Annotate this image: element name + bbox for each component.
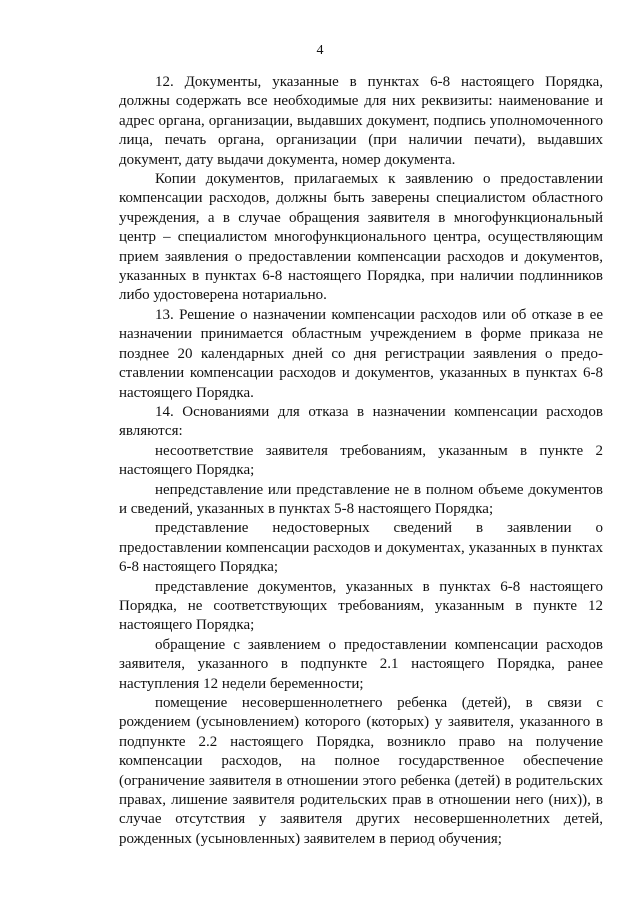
page-number: 4 <box>316 43 324 58</box>
document-body <box>119 73 603 849</box>
refusal-ground-item: несоответствие заявителя требованиям, указанным в пункте 2 настоящего Порядка; <box>119 442 603 479</box>
paragraph-copies-certification: Копии документов, прилагаемых к заявлению о предоставлении компенсации расходов, должны быть заверены специалистом областного учреждения, а в случае обращения заявителя в многофункциональный центр – специалистом многофункционального центра, осуществляющим прием заявления о предоставлении компенсации расходов и документов, указанных в пунктах 6-8 настоящего Порядка, при наличии подлинников либо удостоверена нотариально. <box>119 171 603 304</box>
refusal-ground-item: помещение несовершеннолетнего ребенка (детей), в связи с рождением (усыновлением) которого (которых) у заявителя, указанного в подпункте 2.2 настоящего Порядка, возникло право на получение компенсации расходов, на полное государственное обеспечение (ограничение заявителя в отношении этого ребенка (детей) в родительских правах, лишение заявителя родительских прав в отношении него (них)), в случае отсутствия у заявителя других несовершеннолетних детей, рожденных (усыновленных) заявителем в период обучения; <box>119 695 603 847</box>
refusal-ground-item: непредставление или представление не в полном объеме документов и сведений, указанных в пунктах 5-8 настоящего Порядка; <box>119 481 603 517</box>
paragraph-12-requisites: 12. Документы, указанные в пунктах 6-8 настоящего Порядка, должны содержать все необходимые для них реквизиты: наименование и адрес органа, организации, выдавших документ, подпись уполномоченного лица, печать органа, организации (при наличии печати), выдавших документ, дату выдачи документа, номер документа. <box>119 74 603 168</box>
refusal-ground-item: представление документов, указанных в пунктах 6-8 настоящего Порядка, не соответствующих требованиям, указанным в пункте 12 настоящего Порядка; <box>119 578 603 634</box>
refusal-ground-item: представление недостоверных сведений в заявлении о предоставлении компенсации расходов и документах, указанных в пунктах 6-8 настоящего Порядка; <box>119 520 603 576</box>
paragraph-13-decision: 13. Решение о назначении компенсации расходов или об отказе в ее назначении принимается областным учреждением в форме приказа не позднее 20 календарных дней со дня регистрации заявления о предоставлении компенсации расходов и документов, указанных в пунктах 6-8 настоящего Порядка. <box>119 306 603 401</box>
refusal-ground-item: обращение с заявлением о предоставлении компенсации расходов заявителя, указанного в подпункте 2.1 настоящего Порядка, ранее наступления 12 недели беременности; <box>119 636 603 692</box>
paragraph-14-refusal-grounds: 14. Основаниями для отказа в назначении компенсации расходов являются: <box>119 403 603 440</box>
